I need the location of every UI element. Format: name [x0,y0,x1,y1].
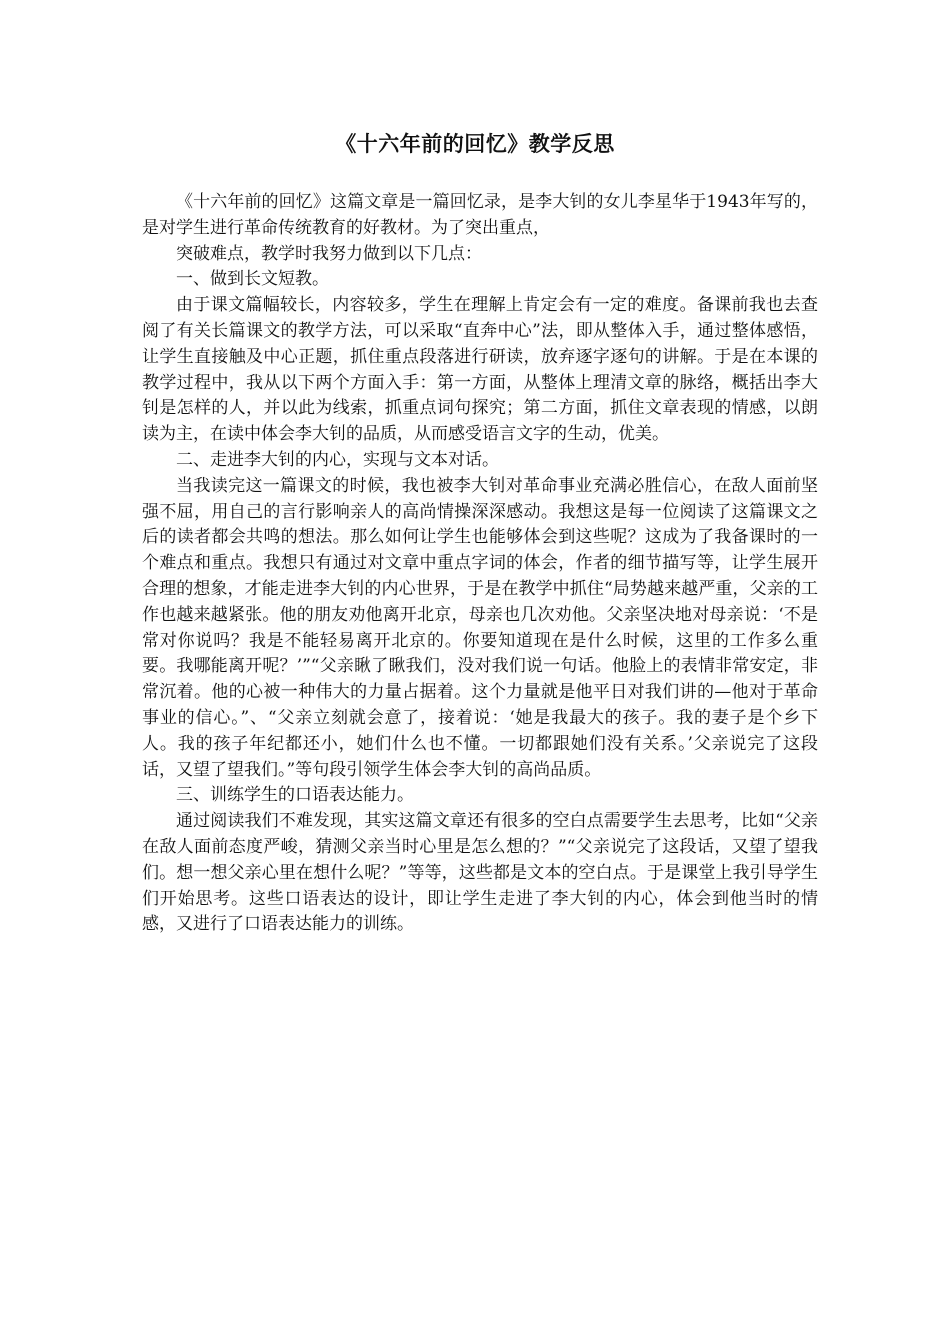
document-title: 《十六年前的回忆》教学反思 [335,132,615,156]
document-body [142,190,818,938]
paragraph-section-1: 由于课文篇幅较长，内容较多，学生在理解上肯定会有一定的难度。备课前我也去查阅了有关长篇课文的教学方法，可以采取“直奔中心”法，即从整体入手，通过整体感悟，让学生直接触及中心正题，抓住重点段落进行研读，放弃逐字逐句的讲解。于是在本课的教学过程中，我从以下两个方面入手：第一方面，从整体上理清文章的脉络，概括出李大钊是怎样的人，并以此为线索，抓重点词句探究；第二方面，抓住文章表现的情感，以朗读为主，在读中体会李大钊的品质，从而感受语言文字的生动，优美。 [142,295,818,445]
section-heading-3: 三、训练学生的口语表达能力。 [176,785,414,806]
paragraph-intro: 《十六年前的回忆》这篇文章是一篇回忆录，是李大钊的女儿李星华于1943年写的，是对学生进行革命传统教育的好教材。为了突出重点， [142,192,818,238]
section-heading-2: 二、走进李大钊的内心，实现与文本对话。 [176,449,499,470]
paragraph-section-3: 通过阅读我们不难发现，其实这篇文章还有很多的空白点需要学生去思考，比如“父亲在敌人面前态度严峻，猜测父亲当时心里是怎么想的？”“父亲说完了这段话，又望了望我们。想一想父亲心里在想什么呢？”等等，这些都是文本的空白点。于是课堂上我引导学生们开始思考。这些口语表达的设计，即让学生走进了李大钊的内心，体会到他当时的情感，又进行了口语表达能力的训练。 [142,811,818,935]
paragraph-section-2: 当我读完这一篇课文的时候，我也被李大钊对革命事业充满必胜信心，在敌人面前坚强不屈，用自己的言行影响亲人的高尚情操深深感动。我想这是每一位阅读了这篇课文之后的读者都会共鸣的想法。那么如何让学生也能够体会到这些呢？这成为了我备课时的一个难点和重点。我想只有通过对文章中重点字词的体会，作者的细节描写等，让学生展开合理的想象，才能走进李大钊的内心世界，于是在教学中抓住“局势越来越严重，父亲的工作也越来越紧张。他的朋友劝他离开北京，母亲也几次劝他。父亲坚决地对母亲说：‘不是常对你说吗？我是不能轻易离开北京的。你要知道现在是什么时候，这里的工作多么重要。我哪能离开呢？’”“父亲瞅了瞅我们，没对我们说一句话。他脸上的表情非常安定，非常沉着。他的心被一种伟大的力量占据着。这个力量就是他平日对我们讲的—他对于革命事业的信心。”、“父亲立刻就会意了，接着说：‘她是我最大的孩子。我的妻子是个乡下人。我的孩子年纪都还小，她们什么也不懂。一切都跟她们没有关系。’父亲说完了这段话，又望了望我们。”等句段引领学生体会李大钊的高尚品质。 [142,475,818,780]
section-heading-1: 一、做到长文短教。 [176,269,329,290]
paragraph-intro-cont: 突破难点，教学时我努力做到以下几点： [176,243,482,264]
